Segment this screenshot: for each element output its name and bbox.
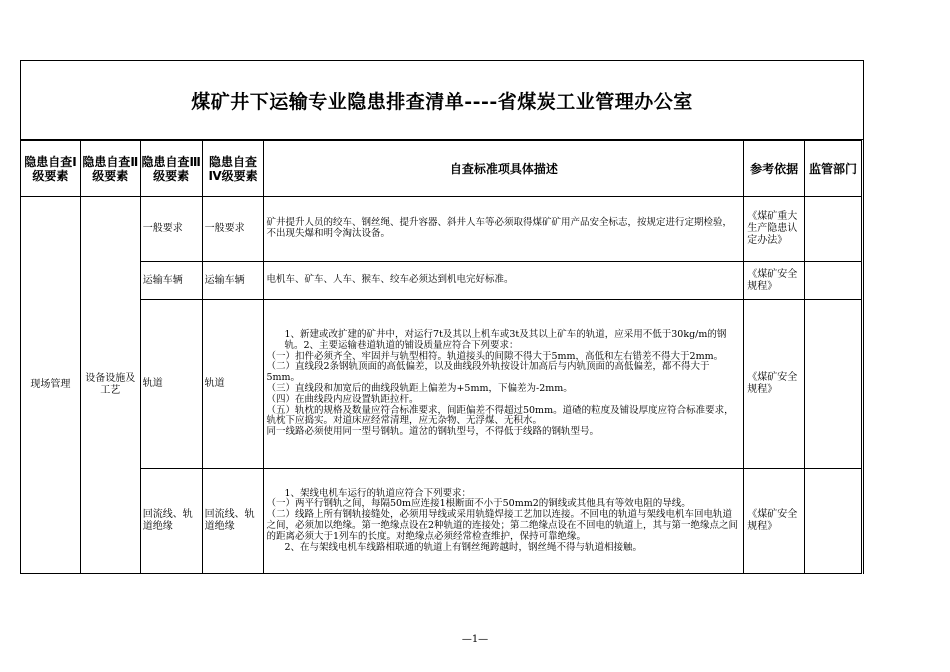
inspection-sheet: [20, 60, 864, 574]
table-row: [21, 197, 862, 262]
level3-cell: 轨道: [140, 300, 202, 469]
level4-cell: 一般要求: [202, 197, 264, 262]
level3-cell: 一般要求: [140, 197, 202, 262]
department-cell: [805, 469, 862, 574]
description-line: （一）扣件必须齐全、牢固并与轨型相符。轨道接头的间隙不得大于5mm，高低和左右错差不得大于2mm。: [266, 350, 724, 362]
description-line: 电机车、矿车、人车、猴车、绞车必须达到机电完好标准。: [266, 274, 514, 286]
reference-cell: [744, 262, 805, 300]
table-row: [21, 469, 862, 574]
description-line: （三）直线段和加宽后的曲线段轨距上偏差为+5mm，下偏差为-2mm。: [266, 383, 573, 394]
description-line: 2、在与架线电机车线路相联通的轨道上有钢丝绳跨越时，钢丝绳不得与轨道相接触。: [284, 541, 643, 553]
level3-cell: 运输车辆: [140, 262, 202, 300]
page-title: 煤矿井下运输专业隐患排查清单----省煤炭工业管理办公室: [21, 61, 863, 140]
header-description: 自查标准项具体描述: [264, 141, 744, 197]
reference-text: 《煤矿重大生产隐患认定办法》: [747, 211, 798, 246]
description-cell: [264, 300, 744, 469]
level1-cell: 现场管理: [21, 197, 81, 574]
department-cell: [805, 197, 862, 262]
level3-cell: 回流线、轨道绝缘: [140, 469, 202, 574]
level4-cell: 运输车辆: [202, 262, 264, 300]
table-row: [21, 262, 862, 300]
description-line: （一）两平行钢轨之间，每隔50m应连接1根断面不小于50mm2的铜线或其他具有等效电阻的导线。: [266, 498, 691, 510]
header-reference: 参考依据: [744, 141, 805, 197]
hazard-checklist-table: [20, 140, 862, 574]
level2-cell: 设备设施及工艺: [80, 197, 140, 574]
header-level3: 隐患自查Ⅲ级要素: [140, 141, 202, 197]
level4-cell: 回流线、轨道绝缘: [202, 469, 264, 574]
description-line: （五）轨枕的规格及数量应符合标准要求，间距偏差不得超过50mm。道碴的粒度及铺设厚度应符合标准要求，轨枕下应捣实。对道床应经常清理，应无杂物、无浮煤、无积水。: [266, 404, 734, 427]
description-line: （二）直线段2条钢轨顶面的高低偏差，以及曲线段外轨按设计加高后与内轨顶面的高低偏差，都不得大于5mm。: [266, 361, 710, 384]
reference-cell: [744, 197, 805, 262]
header-row: [21, 141, 862, 197]
reference-cell: [744, 469, 805, 574]
header-level1: 隐患自查Ⅰ级要素: [21, 141, 81, 197]
description-line: 同一线路必须使用同一型号钢轨。道岔的钢轨型号，不得低于线路的钢轨型号。: [266, 426, 599, 438]
reference-text: 《煤矿安全规程》: [747, 268, 798, 292]
description-line: 1、架线电机车运行的轨道应符合下列要求：: [284, 487, 472, 499]
reference-cell: [744, 300, 805, 469]
description-line: （二）线路上所有钢轨接缝处，必须用导线或采用轨缝焊接工艺加以连接。不回电的轨道与架线电机车回电轨道之间，必须加以绝缘。第一绝缘点设在2种轨道的连接处；第二绝缘点设在不回电的轨道上，其与第一绝缘点之间的距离必须大于1列车的长度。对绝缘点必须经常检查维护，保持可靠绝缘。: [266, 509, 739, 542]
description-cell: [264, 469, 744, 574]
page-number: —1—: [461, 634, 489, 645]
department-cell: [805, 262, 862, 300]
header-department: 监管部门: [805, 141, 862, 197]
description-line: （四）在曲线段内应设置轨距拉杆。: [266, 393, 419, 405]
table-row: [21, 300, 862, 469]
department-cell: [805, 300, 862, 469]
header-level2: 隐患自查Ⅱ级要素: [80, 141, 140, 197]
level4-cell: 轨道: [202, 300, 264, 469]
header-level4: 隐患自查Ⅳ级要素: [202, 141, 264, 197]
description-cell: [264, 262, 744, 300]
description-line: 矿井提升人员的绞车、钢丝绳、提升容器、斜井人车等必须取得煤矿矿用产品安全标志，按规定进行定期检验，不出现失爆和明令淘汰设备。: [266, 217, 732, 239]
reference-text: 《煤矿安全规程》: [747, 509, 798, 532]
description-line: 1、新建或改扩建的矿井中，对运行7t及其以上机车或3t及其以上矿车的轨道，应采用不低于30kg/m的钢轨。2、主要运输巷道轨道的铺设质量应符合下列要求：: [284, 329, 727, 351]
reference-text: 《煤矿安全规程》: [747, 372, 798, 395]
description-cell: [264, 197, 744, 262]
